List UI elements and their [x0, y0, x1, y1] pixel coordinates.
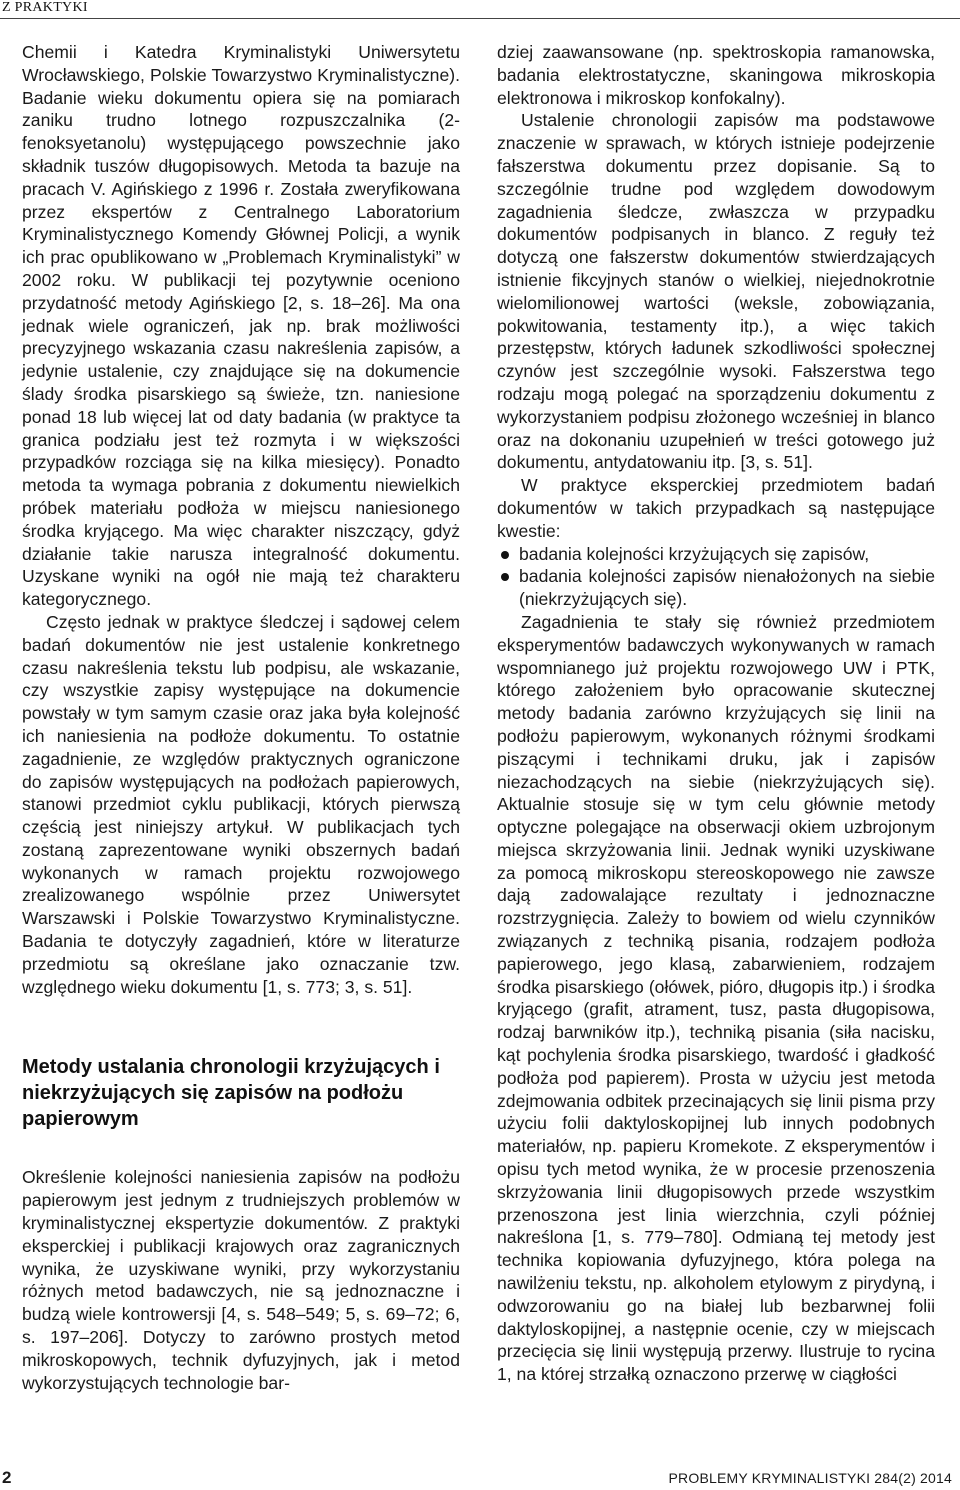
list-item	[497, 565, 935, 611]
list-item	[497, 543, 935, 566]
paragraph: dziej zaawansowane (np. spektroskopia ramanowska, badania elektrostatyczne, skaningowa mikroskopia elektronowa i mikroskop konfokalny).	[497, 42, 935, 108]
paragraph: Ustalenie chronologii zapisów ma podstawowe znaczenie w sprawach, w których istnieje podejrzenie fałszerstwa dokumentu przez dopisanie. Są to szczególnie trudne pod względem dowodowym zagadnienia śledcze, zwłaszcza w przypadku dokumentów podpisanych in blanco. Z reguły też dotyczą one fałszerstw dokumentów stwierdzających istnienie fikcyjnych stanów o wielkiej, niejednokrotnie wielomilionowej wartości (weksle, zobowiązania, pokwitowania, testamenty itp.), a więc takich przestępstw, których ładunek szkodliwości społecznej czynów jest szczególnie wysoki. Fałszerstwa tego rodzaju mogą polegać na sporządzeniu dokumentu z wykorzystaniem podpisu złożonego wcześniej in blanco oraz na dokonaniu uzupełnień w treści gotowego już dokumentu, antydatowaniu itp. [3, s. 51].	[497, 110, 935, 473]
left-column	[22, 41, 460, 1394]
page-number: 2	[2, 1468, 12, 1487]
list-item-text: badania kolejności zapisów nienałożonych na siebie (niekrzyżujących się).	[519, 566, 935, 610]
section-heading: Metody ustalania chronologii krzyżujących i niekrzyżujących się zapisów na podłożu papierowym	[22, 1056, 440, 1131]
section-label: Z PRAKTYKI	[2, 0, 88, 15]
paragraph: Często jednak w praktyce śledczej i sądowej celem badań dokumentów nie jest ustalenie konkretnego czasu nakreślenia tekstu lub podpisu, ale wskazanie, czy wszystkie zapisy występujące na dokumencie powstały w tym samym czasie oraz jaka była kolejność ich naniesienia na podłoże dokumentu. To ostatnie zagadnienie, ze względów praktycznych ograniczone do zapisów występujących na podłożach papierowych, stanowi przedmiot cyklu publikacji, których pierwszą częścią jest niniejszy artykuł. W publikacjach tych zostaną zaprezentowane wyniki obszernych badań wykonanych w ramach projektu rozwojowego zrealizowanego wspólnie przez Uniwersytet Warszawski i Polskie Towarzystwo Kryminalistyczne. Badania te dotyczyły zagadnień, które w literaturze przedmiotu są określane jako oznaczanie tzw. względnego wieku dokumentu [1, s. 773; 3, s. 51].	[22, 611, 460, 997]
right-column	[497, 41, 935, 1386]
header-rule	[0, 18, 960, 19]
page-footer	[0, 1464, 960, 1490]
paragraph: Określenie kolejności naniesienia zapisów na podłożu papierowym jest jednym z trudniejszych problemów w kryminalistycznej ekspertyzie dokumentów. Z praktyki eksperckiej i publikacji krajowych oraz zagranicznych wynika, że uzyskiwane wyniki, przy wykorzystaniu różnych metod badawczych, nie są jednoznaczne i budzą wiele kontrowersji [4, s. 548–549; 5, s. 69–72; 6, s. 197–206]. Dotyczy to zarówno prostych metod mikroskopowych, technik dyfuzyjnych, jak i metod wykorzystujących technologie bar-	[22, 1167, 460, 1393]
journal-title: PROBLEMY KRYMINALISTYKI 284(2) 2014	[668, 1470, 952, 1486]
bullet-list	[497, 543, 935, 611]
paragraph: Chemii i Katedra Kryminalistyki Uniwersytetu Wrocławskiego, Polskie Towarzystwo Kryminalistyczne). Badanie wieku dokumentu opiera się na pomiarach zaniku trudno lotnego rozpuszczalnika (2-fenoksyetanolu) występującego powszechnie jako składnik tuszów długopisowych. Metoda ta bazuje na pracach V. Agińskiego z 1996 r. Została zweryfikowana przez ekspertów z Centralnego Laboratorium Kryminalistycznego Komendy Głównej Policji, a wynik ich prac opublikowano w „Problemach Kryminalistyki” w 2002 roku. W publikacji tej pozytywnie oceniono przydatność metody Agińskiego [2, s. 18–26]. Ma ona jednak wiele ograniczeń, jak np. brak możliwości precyzyjnego wskazania czasu nakreślenia zapisów, a jedynie ustalenie, czy znajdujące się na dokumencie ślady środka pisarskiego są świeże, tzn. naniesione ponad 18 lub więcej lat od daty badania (w praktyce ta granica podziału jest też rozmyta i w większości przypadków rozciąga się na kilka miesięcy). Ponadto metoda ta wymaga pobrania z dokumentu niewielkich próbek materiału podłoża w miejscu naniesionego środka kryjącego. Ma więc charakter niszczący, gdyż działanie takie narusza integralność dokumentu. Uzyskane wyniki na ogół nie mają też charakteru kategorycznego.	[22, 42, 460, 610]
paragraph: Zagadnienia te stały się również przedmiotem eksperymentów badawczych wykonywanych w ramach wspomnianego już projektu rozwojowego UW i PTK, którego założeniem było opracowanie skutecznej metody badania zarówno krzyżujących się linii na podłożu papierowym, wykonanych różnymi środkami piszącymi i technikami druku, jak i zapisów niezachodzących na siebie (niekrzyżujących się). Aktualnie stosuje się w tym celu głównie metody optyczne polegające na obserwacji okiem uzbrojonym miejsca skrzyżowania linii. Jednak wyniki uzyskiwane za pomocą mikroskopu stereoskopowego nie zawsze dają zadowalające rezultaty i jednoznaczne rozstrzygnięcia. Zależy to bowiem od wielu czynników związanych z techniką pisania, rodzajem podłoża papierowego, jego klasą, zabarwieniem, rodzajem środka pisarskiego (ołówek, pióro, długopis itp.) i środka kryjącego (grafit, atrament, tusz, pasta długopisowa, rodzaj barwników itp.), techniką pisania (siła nacisku, kąt pochylenia środka pisarskiego, twardość i gładkość podłoża pod papierem). Prosta w użyciu jest metoda zdejmowania odbitek przecinających się linii pisma przy użyciu folii daktyloskopijnej lub innych podobnych materiałów, np. papieru Kromekote. Z eksperymentów i opisu tych metod wynika, że w procesie przenoszenia skrzyżowania linii długopisowych przede wszystkim przenoszona jest linia wierzchnia, czyli później nakreślona [1, s. 779–780]. Odmianą tej metody jest technika kopiowania dyfuzyjnego, która polega na nawilżeniu tekstu, np. alkoholem etylowym z pirydyną, i odwzorowaniu go na białej lub bezbarwnej folii daktyloskopijnej, a następnie ocenie, czy w miejscach przecięcia się linii występują przerwy. Ilustruje to rycina 1, na której strzałką oznaczono przerwę w ciągłości	[497, 611, 935, 1385]
bullet-icon	[501, 573, 509, 581]
running-header	[0, 0, 960, 20]
paragraph: W praktyce eksperckiej przedmiotem badań dokumentów w takich przypadkach są następujące kwestie:	[497, 475, 935, 541]
bullet-icon	[501, 551, 509, 559]
list-item-text: badania kolejności krzyżujących się zapisów,	[519, 543, 870, 564]
